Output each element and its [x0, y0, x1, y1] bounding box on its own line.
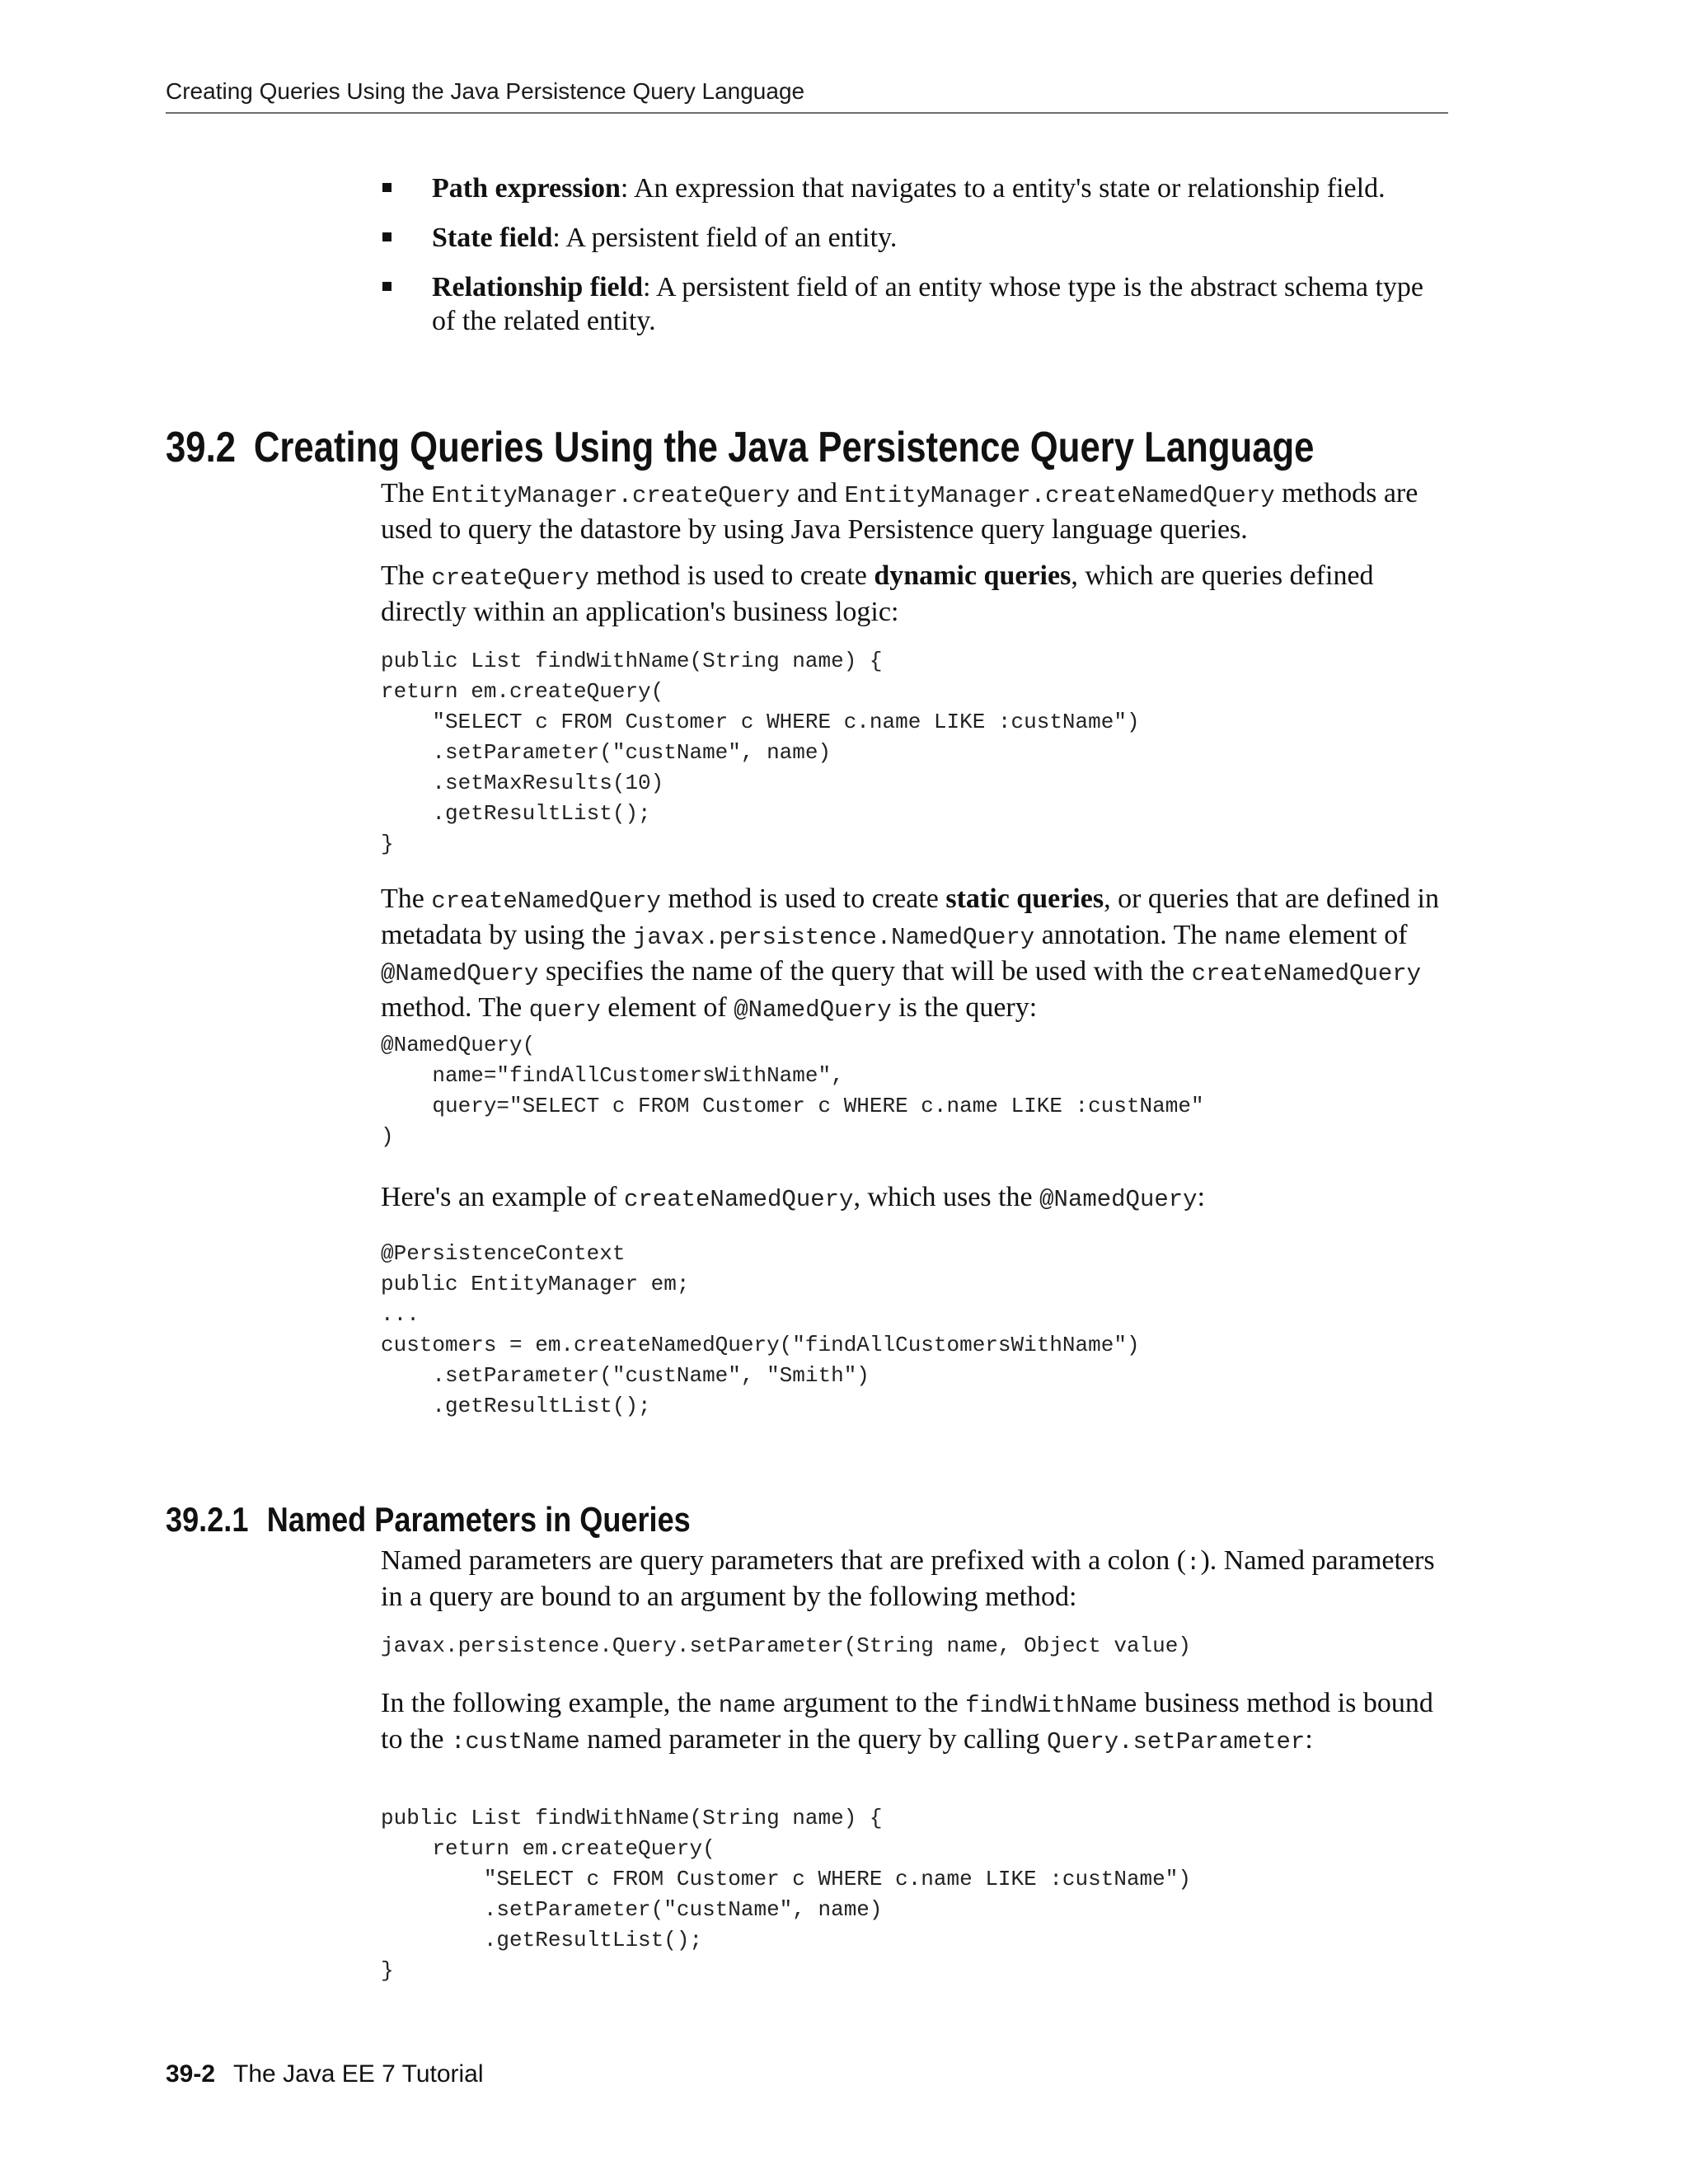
inline-code: name: [1223, 924, 1282, 951]
page-footer: [166, 2059, 484, 2090]
term: Relationship field: [432, 272, 643, 302]
inline-code: createNamedQuery: [624, 1186, 854, 1213]
subsection-heading: [166, 1498, 691, 1541]
inline-code: findWithName: [965, 1692, 1138, 1719]
inline-code: createNamedQuery: [1191, 960, 1422, 987]
book-title: The Java EE 7 Tutorial: [233, 2060, 484, 2088]
code-block-example: @PersistenceContext public EntityManager em; ... customers = em.createNamedQuery("findAllCustomersWithName") .setParameter("custName", "Smith") .getResultList();: [381, 1241, 1140, 1418]
square-bullet-icon: [382, 183, 392, 192]
bold-term: dynamic queries: [874, 560, 1071, 591]
list-item: [381, 221, 1452, 255]
paragraph-intro: The EntityManager.createQuery and EntityManager.createNamedQuery methods are used to query the datastore by using Java Persistence query language queries.: [381, 478, 1418, 545]
inline-code: Query.setParameter: [1047, 1728, 1306, 1755]
inline-code: :custName: [450, 1728, 580, 1755]
page-number: 39-2: [166, 2060, 216, 2088]
definition: : A persistent field of an entity whose type is the abstract schema type of the related entity.: [432, 272, 1424, 336]
paragraph-example: Here's an example of createNamedQuery, which uses the @NamedQuery:: [381, 1182, 1206, 1213]
code-block-dynamic-query: public List findWithName(String name) { return em.createQuery( "SELECT c FROM Customer c WHERE c.name LIKE :custName") .setParameter("custName", name) .setMaxResults(10) .getResultList(); }: [381, 649, 1140, 856]
inline-code: @NamedQuery: [1039, 1186, 1198, 1213]
definition: : An expression that navigates to a entity's state or relationship field.: [620, 173, 1386, 204]
inline-code: EntityManager.createNamedQuery: [844, 482, 1275, 509]
paragraph-binding-example: In the following example, the name argument to the findWithName business method is bound to the :custName named parameter in the query by calling Query.setParameter:: [381, 1688, 1433, 1755]
square-bullet-icon: [382, 232, 392, 241]
list-item: [381, 270, 1452, 338]
list-item: [381, 171, 1452, 205]
inline-code: @NamedQuery: [381, 960, 539, 987]
definition-list: [381, 171, 1452, 354]
paragraph-named-query: The createNamedQuery method is used to create static queries, or queries that are defined in metadata by using the javax.persistence.NamedQuery annotation. The name element of @NamedQuery specifies the name of the query that will be used with the createNamedQuery method. The query element of @NamedQuery is the query:: [381, 883, 1439, 1024]
inline-code: createQuery: [431, 565, 589, 592]
paragraph-create-query: The createQuery method is used to create dynamic queries, which are queries defined directly within an application's business logic:: [381, 560, 1374, 627]
bold-term: static queries: [945, 883, 1104, 914]
section-title: Creating Queries Using the Java Persistence Query Language: [253, 424, 1315, 471]
inline-code: query: [528, 996, 601, 1024]
section-heading: [166, 422, 1314, 473]
inline-code: :: [1186, 1549, 1201, 1577]
subsection-title: Named Parameters in Queries: [266, 1500, 691, 1539]
term: State field: [432, 223, 553, 253]
inline-code: @NamedQuery: [734, 996, 892, 1024]
term: Path expression: [432, 173, 621, 204]
running-header: Creating Queries Using the Java Persistence Query Language: [166, 76, 1448, 114]
paragraph-named-params: Named parameters are query parameters that are prefixed with a colon (:). Named parameters in a query are bound to an argument by the following method:: [381, 1545, 1435, 1612]
code-block-set-parameter: javax.persistence.Query.setParameter(String name, Object value): [381, 1633, 1191, 1658]
inline-code: EntityManager.createQuery: [431, 482, 790, 509]
code-block-find-with-name: public List findWithName(String name) { return em.createQuery( "SELECT c FROM Customer c WHERE c.name LIKE :custName") .setParameter("custName", name) .getResultList(); }: [381, 1806, 1191, 1983]
square-bullet-icon: [382, 282, 392, 291]
code-block-named-query: @NamedQuery( name="findAllCustomersWithName", query="SELECT c FROM Customer c WHERE c.name LIKE :custName" ): [381, 1033, 1204, 1149]
section-number: 39.2: [166, 424, 237, 471]
subsection-number: 39.2.1: [166, 1500, 249, 1539]
inline-code: javax.persistence.NamedQuery: [632, 924, 1035, 951]
inline-code: createNamedQuery: [431, 888, 661, 915]
definition: : A persistent field of an entity.: [552, 223, 898, 253]
inline-code: name: [718, 1692, 776, 1719]
